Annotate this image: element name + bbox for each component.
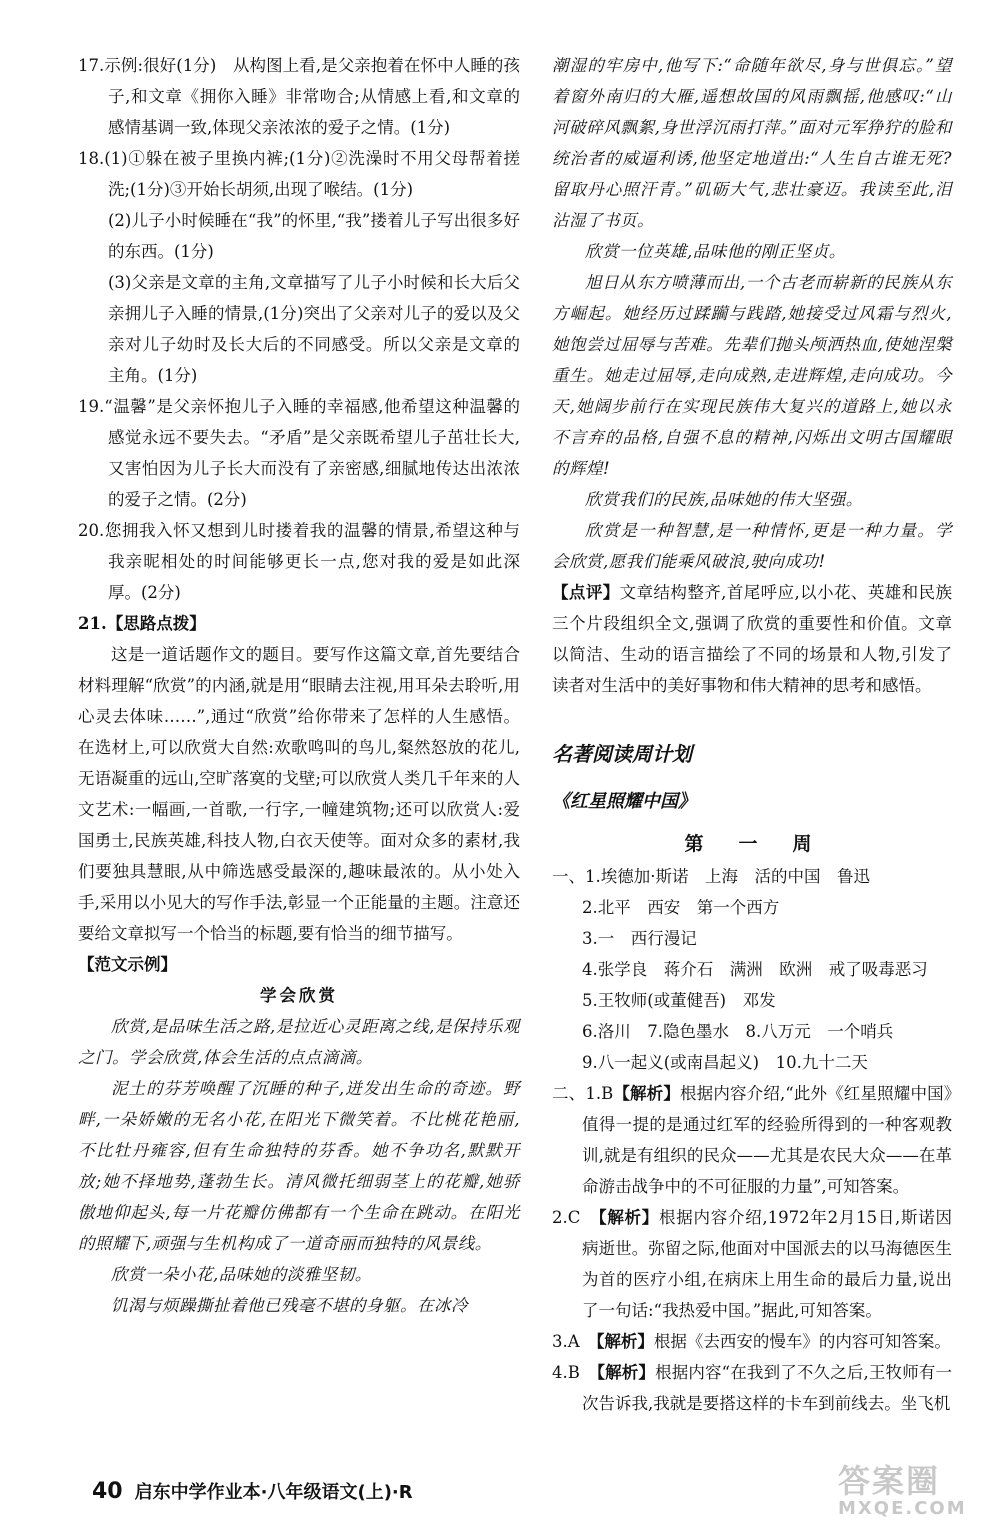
answer-choice-1 <box>552 1078 952 1202</box>
answer-fill-7: 9.八一起义(或南昌起义) 10.九十二天 <box>582 1053 868 1072</box>
book-name: 启东中学作业本·八年级语文(上)·R <box>134 1482 413 1503</box>
analysis-tag: 【解析】 <box>598 1208 660 1227</box>
right-column <box>552 50 952 1419</box>
page-number: 40 <box>92 1479 123 1504</box>
analysis-text: 根据内容介绍,“此外《红星照耀中国》值得一提的是通过红军的经验所得到的一种客观教训,就是有组织的民众——尤其是农民大众——在革命游击战争中的不可征服的力量”,可知答案。 <box>582 1084 953 1196</box>
comment-text: 文章结构整齐,首尾呼应,以小花、英雄和民族三个片段组织全文,强调了欣赏的重要性和价值。文章以简洁、生动的语言描绘了不同的场景和人物,引发了读者对生活中的美好事物和伟大精神的思考和感悟。 <box>552 583 952 695</box>
answer-fill-4: 4.张学良 蒋介石 满洲 欧洲 戒了吸毒恶习 <box>582 960 928 979</box>
essay-paragraph: 饥渴与烦躁撕扯着他已残毫不堪的身躯。在冰冷 <box>111 1296 468 1315</box>
essay-paragraph: 欣赏,是品味生活之路,是拉近心灵距离之线,是保持乐观之门。学会欣赏,体会生活的点点滴滴。 <box>78 1017 520 1067</box>
answer-choice-2 <box>552 1202 952 1326</box>
answer-18-2: (2)儿子小时候睡在“我”的怀里,“我”搂着儿子写出很多好的东西。(1分) <box>108 211 520 261</box>
answer-20: 20.您拥我入怀又想到儿时搂着我的温馨的情景,希望这种与我亲昵相处的时间能够更长一点,您对我的爱是如此深厚。(2分) <box>78 521 520 602</box>
essay-paragraph: 欣赏一朵小花,品味她的淡雅坚韧。 <box>111 1265 372 1284</box>
answer-18-1: 18.(1)①躲在被子里换内裤;(1分)②洗澡时不用父母帮着搓洗;(1分)③开始长胡须,出现了喉结。(1分) <box>78 149 520 199</box>
essay-paragraph: 潮湿的牢房中,他写下:“命随年欲尽,身与世俱忘。”望着窗外南归的大雁,遥想故国的风雨飘摇,他感叹:“山河破碎风飘絮,身世浮沉雨打萍。”面对元军狰狞的脸和统治者的威逼利诱,他坚定地道出:“人生自古谁无死?留取丹心照汗青。”矶砺大气,悲壮豪迈。我读至此,泪沾湿了书页。 <box>552 56 952 230</box>
answer-fill-5: 5.王牧师(或董健吾) 邓发 <box>582 991 776 1010</box>
essay-paragraph: 欣赏一位英雄,品味他的刚正坚贞。 <box>585 242 846 261</box>
analysis-tag: 【解析】 <box>596 1332 654 1351</box>
answer-fill-6: 6.洛川 7.隐色墨水 8.八万元 一个哨兵 <box>582 1022 894 1041</box>
analysis-tag: 【解析】 <box>596 1363 656 1382</box>
book-title: 《红星照耀中国》 <box>552 791 696 812</box>
left-column <box>78 50 520 1321</box>
choice-label: 2.C <box>552 1208 581 1227</box>
essay-paragraph: 泥土的芬芳唤醒了沉睡的种子,迸发出生命的奇迹。野畔,一朵娇嫩的无名小花,在阳光下微笑着。不比桃花艳丽,不比牡丹雍容,但有生命独特的芬香。她不争功名,默默开放;她不择地势,蓬勃生长。清风微托细弱茎上的花瓣,她骄傲地仰起头,每一片花瓣仿佛都有一个生命在跳动。在阳光的照耀下,顽强与生机构成了一道奇丽而独特的风景线。 <box>78 1079 520 1253</box>
answer-19: 19.“温馨”是父亲怀抱儿子入睡的幸福感,他希望这种温馨的感觉永远不要失去。“矛盾”是父亲既希望儿子茁壮长大,又害怕因为儿子长大而没有了亲密感,细腻地传达出浓浓的爱子之情。(2分) <box>78 397 520 509</box>
choice-label: 4.B <box>552 1363 580 1382</box>
comment-tag: 【点评】 <box>552 583 620 602</box>
analysis-text: 根据《去西安的慢车》的内容可知答案。 <box>653 1332 951 1351</box>
watermark-url: MXQE.COM <box>838 1498 967 1519</box>
answer-choice-3 <box>552 1326 952 1357</box>
analysis-text: 根据内容“在我到了不久之后,王牧师有一次告诉我,我就是要搭这样的卡车到前线去。坐飞机 <box>582 1363 953 1413</box>
essay-title: 学会欣赏 <box>260 986 338 1005</box>
sample-essay-heading: 【范文示例】 <box>78 955 177 974</box>
answer-18-3: (3)父亲是文章的主角,文章描写了儿子小时候和长大后父亲拥儿子入睡的情景,(1分)突出了父亲对儿子的爱以及父亲对儿子幼时及长大后的不同感受。所以父亲是文章的主角。(1分) <box>108 273 520 385</box>
essay-paragraph: 旭日从东方喷薄而出,一个古老而崭新的民族从东方崛起。她经历过蹂躏与践踏,她接受过风霜与烈火,她饱尝过屈辱与苦难。先辈们抛头颅洒热血,使她涅槃重生。她走过屈辱,走向成熟,走进辉煌,走向成功。今天,她阔步前行在实现民族伟大复兴的道路上,她以永不言弃的品格,自强不息的精神,闪烁出文明古国耀眼的辉煌! <box>552 273 952 478</box>
choice-label: 3.A <box>552 1332 580 1351</box>
answer-choice-4 <box>552 1357 952 1419</box>
choice-label: 二、1.B <box>552 1084 614 1103</box>
answer-17: 17.示例:很好(1分) 从构图上看,是父亲抱着在怀中人睡的孩子,和文章《拥你入睡》非常吻合;从情感上看,和文章的感情基调一致,体现父亲浓浓的爱子之情。(1分) <box>78 56 520 137</box>
answer-fill-3: 3.一 西行漫记 <box>582 929 697 948</box>
essay-paragraph: 欣赏是一种智慧,是一种情怀,更是一种力量。学会欣赏,愿我们能乘风破浪,驶向成功! <box>552 521 952 571</box>
week-title: 第 一 周 <box>684 833 820 855</box>
analysis-tag: 【解析】 <box>613 1084 681 1103</box>
essay-paragraph: 欣赏我们的民族,品味她的伟大坚强。 <box>585 490 863 509</box>
answer-fill-2: 2.北平 西安 第一个西方 <box>582 898 780 917</box>
watermark-logo <box>838 1464 968 1520</box>
page-footer <box>92 1478 413 1504</box>
watermark-text: 答案圈 <box>838 1462 941 1500</box>
answer-fill-1: 一、1.埃德加·斯诺 上海 活的中国 鲁迅 <box>552 867 870 886</box>
analysis-text: 根据内容介绍,1972年2月15日,斯诺因病逝世。弥留之际,他面对中国派去的以马海德医生为首的医疗小组,在病床上用生命的最后力量,说出了一句话:“我热爱中国。”据此,可知答案。 <box>582 1208 952 1320</box>
section-title: 名著阅读周计划 <box>552 742 692 766</box>
answer-21-guidance: 这是一道话题作文的题目。要写作这篇文章,首先要结合材料理解“欣赏”的内涵,就是用“眼睛去注视,用耳朵去聆听,用心灵去体味……”,通过“欣赏”给你带来了怎样的人生感悟。在选材上,可以欣赏大自然:欢歌鸣叫的鸟儿,粲然怒放的花儿,无语凝重的远山,空旷落寞的戈壁;可以欣赏人类几千年来的人文艺术:一幅画,一首歌,一行字,一幢建筑物;还可以欣赏人:爱国勇士,民族英雄,科技人物,白衣天使等。面对众多的素材,我们要独具慧眼,从中筛选感受最深的,趣味最浓的。从小处入手,采用以小见大的写作手法,彰显一个正能量的主题。注意还要给文章拟写一个恰当的标题,要有恰当的细节描写。 <box>78 645 520 943</box>
answer-21-heading: 21.【思路点拨】 <box>78 614 206 633</box>
essay-comment <box>552 577 952 701</box>
